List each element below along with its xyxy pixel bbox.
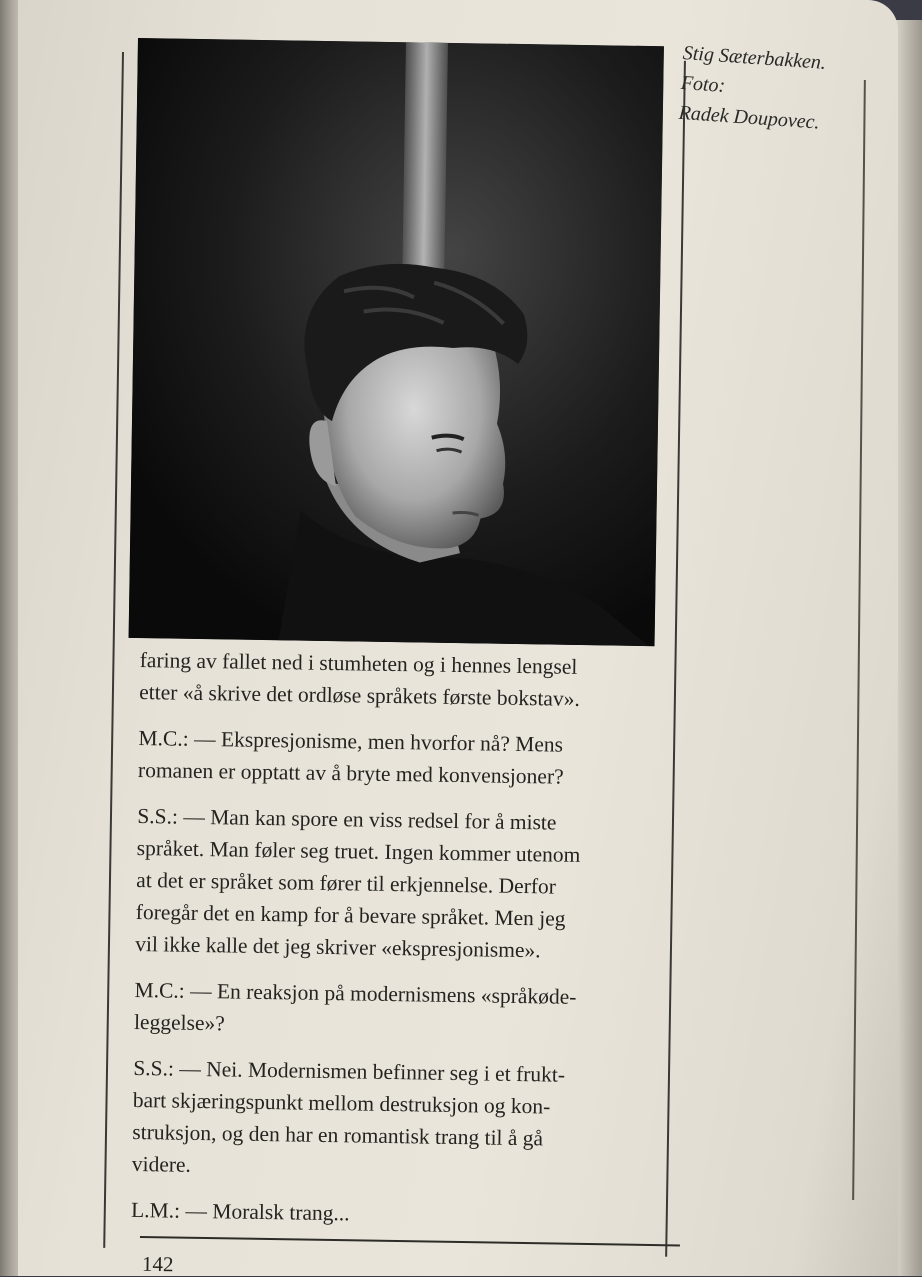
- text-line: M.C.: — Ekspresjonisme, men hvorfor nå? Mens: [138, 725, 564, 757]
- portrait-photo: [129, 38, 664, 646]
- text-line: vil ikke kalle det jeg skriver «ekspresjonisme».: [135, 931, 541, 963]
- text-line: romanen er opptatt av å bryte med konvensjoner?: [137, 757, 564, 789]
- paragraph: [139, 644, 680, 716]
- paragraph: [135, 800, 677, 968]
- text-line: M.C.: — En reaksjon på modernismens «språkøde-: [134, 977, 577, 1009]
- paragraph: [138, 722, 679, 794]
- text-line: bart skjæringspunkt mellom destruksjon og kon-: [132, 1087, 551, 1119]
- caption-photographer: Radek Doupovec.: [678, 101, 821, 134]
- text-line: at det er språket som fører til erkjennelse. Derfor: [136, 867, 557, 899]
- text-line: S.S.: — Nei. Modernismen befinner seg i et frukt-: [133, 1055, 566, 1087]
- photo-caption: [678, 38, 864, 140]
- caption-name: Stig Sæterbakken.: [682, 41, 827, 74]
- text-line: leggelse»?: [133, 1009, 225, 1036]
- portrait-photo-icon: [129, 38, 664, 646]
- text-line: språket. Man føler seg truet. Ingen kommer utenom: [136, 835, 581, 867]
- text-line: faring av fallet ned i stumheten og i hennes lengsel: [139, 647, 578, 679]
- paragraph: [132, 1052, 674, 1188]
- text-line: L.M.: — Moralsk trang...: [130, 1197, 350, 1226]
- paragraph: [134, 974, 675, 1046]
- body-text: [131, 644, 680, 1250]
- text-line: S.S.: — Man kan spore en viss redsel for å miste: [137, 803, 557, 835]
- text-line: foregår det en kamp for å bevare språket. Men jeg: [135, 899, 566, 931]
- text-line: etter «å skrive det ordløse språkets første bokstav».: [139, 679, 581, 711]
- text-line: struksjon, og den har en romantisk trang til å gå: [132, 1119, 544, 1151]
- page-number: 142: [141, 1251, 174, 1277]
- paragraph: [131, 1194, 671, 1234]
- text-line: videre.: [131, 1151, 192, 1177]
- caption-foto: Foto:: [680, 71, 726, 97]
